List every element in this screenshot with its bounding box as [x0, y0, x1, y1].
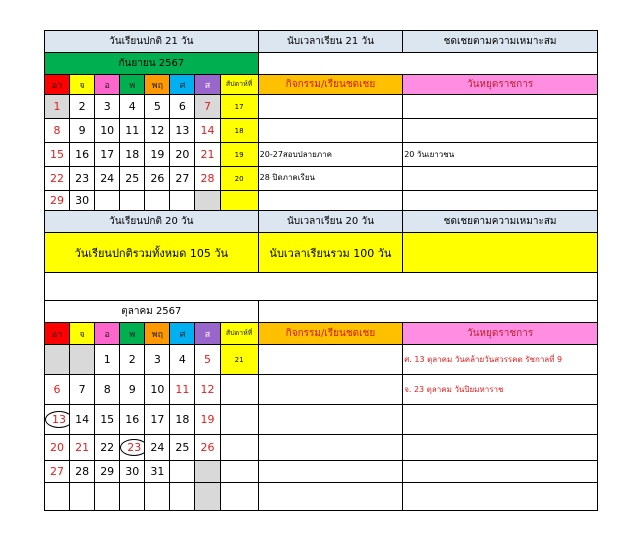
- week-number: 18: [220, 119, 258, 143]
- date-cell: [145, 483, 170, 511]
- date-cell: 6: [170, 95, 195, 119]
- day-header-wed: พ: [120, 75, 145, 95]
- spacer-row: [45, 273, 598, 301]
- date-cell: 12: [145, 119, 170, 143]
- holiday-cell: ศ. 13 ตุลาคม วันคล้ายวันสวรรคต รัชกาลที่ 9: [403, 345, 598, 375]
- oct-compensate-header: ชดเชยตามความเหมาะสม: [403, 211, 598, 233]
- week-number: 17: [220, 95, 258, 119]
- week-number: 19: [220, 143, 258, 167]
- activity-cell: [258, 461, 403, 483]
- holiday-cell: 20 วันเยาวชน: [403, 143, 598, 167]
- date-cell: [170, 191, 195, 211]
- activity-cell: [258, 375, 403, 405]
- day-header-sat: ส: [195, 323, 220, 345]
- date-cell: 2: [120, 345, 145, 375]
- date-cell: 29: [95, 461, 120, 483]
- oct-count-header: นับเวลาเรียน 20 วัน: [258, 211, 403, 233]
- activity-cell: [258, 483, 403, 511]
- day-header-week: สัปดาห์ที่: [220, 75, 258, 95]
- holiday-cell: [403, 405, 598, 435]
- date-cell: 18: [120, 143, 145, 167]
- sep-month-title: กันยายน 2567: [45, 53, 259, 75]
- date-cell: [95, 483, 120, 511]
- holiday-cell: [403, 95, 598, 119]
- date-cell: 1: [95, 345, 120, 375]
- activity-cell: [258, 119, 403, 143]
- total-regular-days: วันเรียนปกติรวมทั้งหมด 105 วัน: [45, 233, 259, 273]
- day-header-mon: จ: [70, 75, 95, 95]
- holiday-cell: [403, 119, 598, 143]
- date-cell: 14: [195, 119, 220, 143]
- date-cell: 25: [120, 167, 145, 191]
- date-cell: 26: [145, 167, 170, 191]
- week-number: 21: [220, 345, 258, 375]
- date-cell: 14: [70, 405, 95, 435]
- date-cell: 31: [145, 461, 170, 483]
- date-cell: 23: [70, 167, 95, 191]
- week-number: [220, 405, 258, 435]
- sep-regular-days-header: วันเรียนปกติ 21 วัน: [45, 31, 259, 53]
- holiday-cell: [403, 483, 598, 511]
- holiday-cell: [403, 461, 598, 483]
- oct-regular-days-header: วันเรียนปกติ 20 วัน: [45, 211, 259, 233]
- sep-holiday-header: วันหยุดราชการ: [403, 75, 598, 95]
- date-cell-circled: [45, 405, 70, 435]
- date-cell: [70, 345, 95, 375]
- date-cell: [145, 191, 170, 211]
- date-cell: 18: [170, 405, 195, 435]
- holiday-cell: [403, 191, 598, 211]
- date-cell: 11: [120, 119, 145, 143]
- blank-cell: [258, 53, 597, 75]
- date-cell: [120, 483, 145, 511]
- date-cell: 3: [145, 345, 170, 375]
- day-header-sat: ส: [195, 75, 220, 95]
- date-cell: 21: [195, 143, 220, 167]
- date-cell: 15: [45, 143, 70, 167]
- date-cell: [170, 461, 195, 483]
- date-cell: [170, 483, 195, 511]
- day-header-tue: อ: [95, 323, 120, 345]
- week-number: [220, 375, 258, 405]
- day-header-week: สัปดาห์ที่: [220, 323, 258, 345]
- date-cell: 10: [95, 119, 120, 143]
- date-cell: 2: [70, 95, 95, 119]
- day-header-sun: อา: [45, 75, 70, 95]
- date-cell: 30: [70, 191, 95, 211]
- blank-cell: [258, 301, 597, 323]
- date-cell: 19: [145, 143, 170, 167]
- activity-cell: [258, 95, 403, 119]
- date-cell: 26: [195, 435, 220, 461]
- day-header-tue: อ: [95, 75, 120, 95]
- activity-cell: 20-27สอบปลายภาค: [258, 143, 403, 167]
- day-header-sun: อา: [45, 323, 70, 345]
- date-cell: [70, 483, 95, 511]
- date-cell: 22: [45, 167, 70, 191]
- sep-activity-header: กิจกรรม/เรียนชดเชย: [258, 75, 403, 95]
- date-cell: [195, 461, 220, 483]
- holiday-cell: [403, 167, 598, 191]
- date-cell: 8: [45, 119, 70, 143]
- date-cell: 30: [120, 461, 145, 483]
- circled-date: 13: [45, 411, 70, 428]
- date-cell: [45, 345, 70, 375]
- date-cell: 17: [95, 143, 120, 167]
- date-cell: [45, 483, 70, 511]
- date-cell: 25: [170, 435, 195, 461]
- circled-date: 23: [120, 439, 145, 456]
- date-cell: 3: [95, 95, 120, 119]
- day-header-fri: ศ: [170, 75, 195, 95]
- date-cell: 6: [45, 375, 70, 405]
- activity-cell: [258, 191, 403, 211]
- week-number: [220, 483, 258, 511]
- day-header-thu: พฤ: [145, 75, 170, 95]
- activity-cell: [258, 345, 403, 375]
- week-number: [220, 191, 258, 211]
- day-header-wed: พ: [120, 323, 145, 345]
- date-cell: [120, 191, 145, 211]
- date-cell: 21: [70, 435, 95, 461]
- date-cell: 5: [145, 95, 170, 119]
- date-cell: 11: [170, 375, 195, 405]
- week-number: [220, 435, 258, 461]
- date-cell: 13: [170, 119, 195, 143]
- date-cell: 5: [195, 345, 220, 375]
- date-cell: 24: [95, 167, 120, 191]
- oct-month-title: ตุลาคม 2567: [45, 301, 259, 323]
- date-cell: 20: [45, 435, 70, 461]
- day-header-mon: จ: [70, 323, 95, 345]
- date-cell: 19: [195, 405, 220, 435]
- date-cell: 9: [70, 119, 95, 143]
- holiday-cell: [403, 435, 598, 461]
- week-number: [220, 461, 258, 483]
- sep-count-header: นับเวลาเรียน 21 วัน: [258, 31, 403, 53]
- activity-cell: [258, 405, 403, 435]
- total-count-days: นับเวลาเรียนรวม 100 วัน: [258, 233, 403, 273]
- oct-activity-header: กิจกรรม/เรียนชดเชย: [258, 323, 403, 345]
- day-header-thu: พฤ: [145, 323, 170, 345]
- date-cell: 4: [120, 95, 145, 119]
- date-cell: 4: [170, 345, 195, 375]
- activity-cell: [258, 435, 403, 461]
- date-cell: 29: [45, 191, 70, 211]
- date-cell: 27: [45, 461, 70, 483]
- date-cell: 17: [145, 405, 170, 435]
- holiday-cell: จ. 23 ตุลาคม วันปิยมหาราช: [403, 375, 598, 405]
- date-cell: 24: [145, 435, 170, 461]
- date-cell: 7: [70, 375, 95, 405]
- date-cell: 28: [195, 167, 220, 191]
- date-cell: 16: [120, 405, 145, 435]
- oct-holiday-header: วันหยุดราชการ: [403, 323, 598, 345]
- date-cell: 10: [145, 375, 170, 405]
- date-cell: [95, 191, 120, 211]
- activity-cell: 28 ปิดภาคเรียน: [258, 167, 403, 191]
- date-cell: 28: [70, 461, 95, 483]
- date-cell: 9: [120, 375, 145, 405]
- date-cell: 16: [70, 143, 95, 167]
- date-cell: 22: [95, 435, 120, 461]
- date-cell: [195, 483, 220, 511]
- date-cell-circled: [120, 435, 145, 461]
- date-cell: 27: [170, 167, 195, 191]
- date-cell: 1: [45, 95, 70, 119]
- date-cell: 7: [195, 95, 220, 119]
- date-cell: [195, 191, 220, 211]
- date-cell: 20: [170, 143, 195, 167]
- summary-blank: [403, 233, 598, 273]
- sep-compensate-header: ชดเชยตามความเหมาะสม: [403, 31, 598, 53]
- day-header-fri: ศ: [170, 323, 195, 345]
- academic-calendar-sheet: [44, 30, 598, 511]
- week-number: 20: [220, 167, 258, 191]
- date-cell: 12: [195, 375, 220, 405]
- date-cell: 8: [95, 375, 120, 405]
- date-cell: 15: [95, 405, 120, 435]
